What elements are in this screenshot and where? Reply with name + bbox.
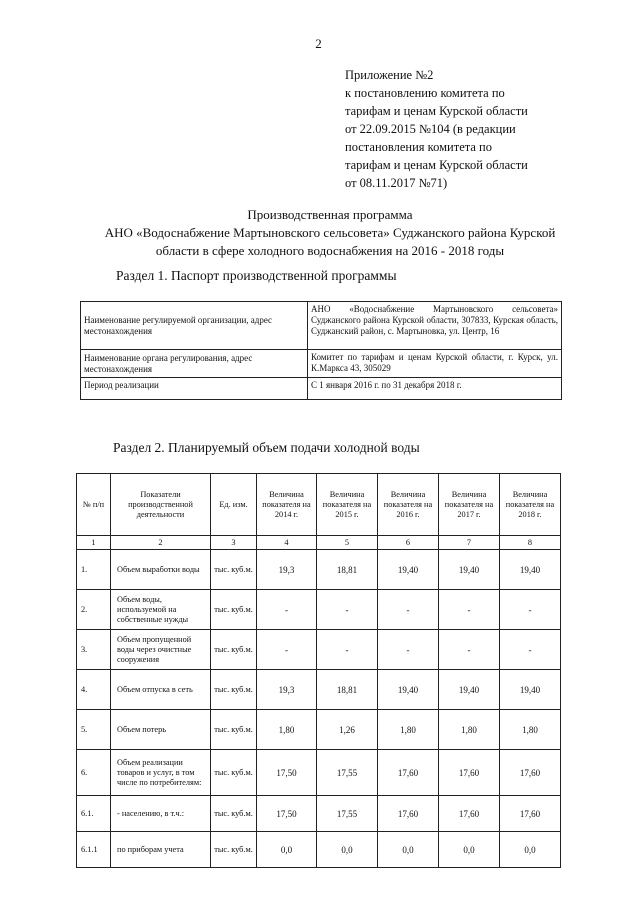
- row-number: 5.: [77, 710, 111, 750]
- title-line-3: области в сфере холодного водоснабжения на 2016 - 2018 годы: [155, 243, 505, 258]
- value-2014: 19,3: [257, 550, 317, 590]
- table-row: [77, 710, 561, 750]
- unit: тыс. куб.м.: [211, 710, 257, 750]
- column-header: Показатели производственной деятельности: [111, 474, 211, 536]
- passport-value: С 1 января 2016 г. по 31 декабря 2018 г.: [308, 378, 562, 400]
- value-2018: 19,40: [500, 670, 561, 710]
- value-2015: 1,26: [317, 710, 378, 750]
- unit: тыс. куб.м.: [211, 796, 257, 832]
- value-2017: -: [439, 590, 500, 630]
- value-2015: 0,0: [317, 832, 378, 868]
- row-number: 6.1.: [77, 796, 111, 832]
- value-2016: -: [378, 630, 439, 670]
- unit: тыс. куб.м.: [211, 590, 257, 630]
- table-row: [77, 670, 561, 710]
- title-line-1: Производственная программа: [247, 207, 413, 222]
- column-number: 6: [378, 536, 439, 550]
- section-1-heading: Раздел 1. Паспорт производственной программы: [116, 268, 397, 283]
- appendix-note: [345, 66, 605, 192]
- value-2014: -: [257, 630, 317, 670]
- value-2018: 1,80: [500, 710, 561, 750]
- table-row: [77, 550, 561, 590]
- column-number-row: [77, 536, 561, 550]
- row-number: 6.: [77, 750, 111, 796]
- document-title: [60, 206, 600, 260]
- column-number: 4: [257, 536, 317, 550]
- value-2017: 0,0: [439, 832, 500, 868]
- appendix-line: Приложение №2: [345, 68, 434, 82]
- value-2015: 18,81: [317, 550, 378, 590]
- table-row: [77, 796, 561, 832]
- unit: тыс. куб.м.: [211, 670, 257, 710]
- value-2015: 18,81: [317, 670, 378, 710]
- table-header-row: [77, 474, 561, 536]
- indicator-name: Объем выработки воды: [111, 550, 211, 590]
- column-number: 5: [317, 536, 378, 550]
- value-2017: 19,40: [439, 550, 500, 590]
- column-header: Величина показателя на 2014 г.: [257, 474, 317, 536]
- passport-value: Комитет по тарифам и ценам Курской области, г. Курск, ул. К.Маркса 43, 305029: [308, 350, 562, 378]
- passport-label: Период реализации: [81, 378, 308, 400]
- appendix-line: от 22.09.2015 №104 (в редакции: [345, 122, 516, 136]
- column-header: Величина показателя на 2017 г.: [439, 474, 500, 536]
- table-row: [81, 302, 562, 350]
- section-2-heading: Раздел 2. Планируемый объем подачи холодной воды: [113, 440, 420, 455]
- appendix-line: тарифам и ценам Курской области: [345, 104, 528, 118]
- page-number: 2: [315, 36, 322, 51]
- indicator-name: Объем отпуска в сеть: [111, 670, 211, 710]
- column-number: 8: [500, 536, 561, 550]
- table-row: [81, 378, 562, 400]
- value-2016: 0,0: [378, 832, 439, 868]
- indicator-name: Объем пропущенной воды через очистные сооружения: [111, 630, 211, 670]
- column-header: Ед. изм.: [211, 474, 257, 536]
- column-number: 2: [111, 536, 211, 550]
- value-2014: 17,50: [257, 750, 317, 796]
- value-2017: 17,60: [439, 796, 500, 832]
- appendix-line: к постановлению комитета по: [345, 86, 505, 100]
- indicator-name: - населению, в т.ч.:: [111, 796, 211, 832]
- value-2015: 17,55: [317, 796, 378, 832]
- passport-value: АНО «Водоснабжение Мартыновского сельсовета» Суджанского района Курской области, 307833, Курская область, Суджанский район, с. Мартыновка, ул. Центр, 16: [308, 302, 562, 350]
- value-2015: -: [317, 590, 378, 630]
- value-2016: -: [378, 590, 439, 630]
- row-number: 6.1.1: [77, 832, 111, 868]
- value-2016: 19,40: [378, 670, 439, 710]
- value-2014: -: [257, 590, 317, 630]
- column-number: 7: [439, 536, 500, 550]
- column-number: 3: [211, 536, 257, 550]
- value-2017: -: [439, 630, 500, 670]
- value-2017: 17,60: [439, 750, 500, 796]
- unit: тыс. куб.м.: [211, 630, 257, 670]
- value-2016: 17,60: [378, 750, 439, 796]
- indicator-name: Объем потерь: [111, 710, 211, 750]
- appendix-line: постановления комитета по: [345, 140, 492, 154]
- passport-table: [80, 301, 562, 400]
- title-line-2: АНО «Водоснабжение Мартыновского сельсовета» Суджанского района Курской: [104, 225, 556, 240]
- passport-label: Наименование регулируемой организации, адрес местонахождения: [81, 302, 308, 350]
- value-2014: 17,50: [257, 796, 317, 832]
- value-2016: 19,40: [378, 550, 439, 590]
- indicator-name: Объем реализации товаров и услуг, в том числе по потребителям:: [111, 750, 211, 796]
- column-number: 1: [77, 536, 111, 550]
- indicator-name: Объем воды, используемой на собственные нужды: [111, 590, 211, 630]
- table-row: [77, 832, 561, 868]
- table-row: [77, 750, 561, 796]
- column-header: № п/п: [77, 474, 111, 536]
- indicator-name: по приборам учета: [111, 832, 211, 868]
- value-2017: 1,80: [439, 710, 500, 750]
- value-2014: 1,80: [257, 710, 317, 750]
- value-2018: 17,60: [500, 796, 561, 832]
- row-number: 2.: [77, 590, 111, 630]
- table-row: [77, 630, 561, 670]
- volume-table: [76, 473, 561, 868]
- table-row: [81, 350, 562, 378]
- value-2016: 1,80: [378, 710, 439, 750]
- row-number: 1.: [77, 550, 111, 590]
- value-2018: -: [500, 630, 561, 670]
- unit: тыс. куб.м.: [211, 750, 257, 796]
- value-2018: 0,0: [500, 832, 561, 868]
- column-header: Величина показателя на 2015 г.: [317, 474, 378, 536]
- value-2014: 19,3: [257, 670, 317, 710]
- column-header: Величина показателя на 2018 г.: [500, 474, 561, 536]
- value-2015: -: [317, 630, 378, 670]
- value-2014: 0,0: [257, 832, 317, 868]
- value-2015: 17,55: [317, 750, 378, 796]
- column-header: Величина показателя на 2016 г.: [378, 474, 439, 536]
- appendix-line: от 08.11.2017 №71): [345, 176, 448, 190]
- value-2017: 19,40: [439, 670, 500, 710]
- value-2018: 17,60: [500, 750, 561, 796]
- value-2018: -: [500, 590, 561, 630]
- appendix-line: тарифам и ценам Курской области: [345, 158, 528, 172]
- passport-label: Наименование органа регулирования, адрес местонахождения: [81, 350, 308, 378]
- unit: тыс. куб.м.: [211, 832, 257, 868]
- row-number: 3.: [77, 630, 111, 670]
- row-number: 4.: [77, 670, 111, 710]
- unit: тыс. куб.м.: [211, 550, 257, 590]
- value-2016: 17,60: [378, 796, 439, 832]
- table-row: [77, 590, 561, 630]
- value-2018: 19,40: [500, 550, 561, 590]
